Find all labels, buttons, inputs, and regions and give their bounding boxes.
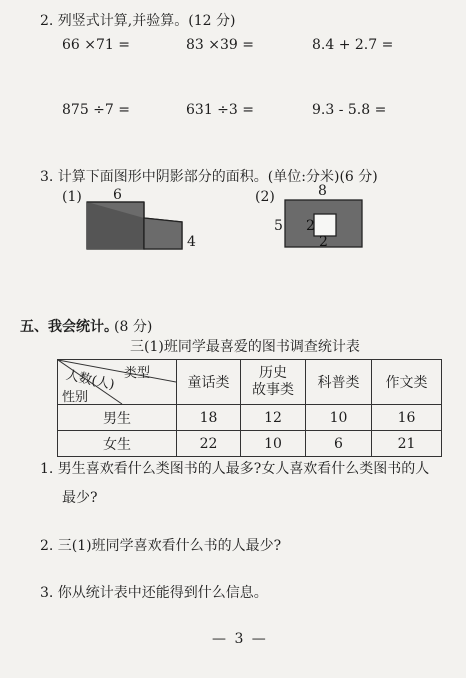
figure-1-top-dim: 6 bbox=[113, 187, 122, 203]
stat-question-3: 3. 你从统计表中还能得到什么信息。 bbox=[40, 585, 268, 601]
column-header-fairy-tale: 童话类 bbox=[177, 360, 241, 405]
q2-expr-2: 83 ×39 = bbox=[186, 37, 254, 53]
table-row bbox=[58, 431, 442, 457]
table-cell: 18 bbox=[177, 405, 241, 431]
table-cell: 21 bbox=[372, 431, 442, 457]
figure-2-label: (2) bbox=[255, 189, 275, 205]
header-gender-label: 性别 bbox=[62, 390, 89, 405]
q2-expr-4: 875 ÷7 = bbox=[62, 102, 130, 118]
column-header-history: 历史 故事类 bbox=[241, 360, 306, 405]
page-number: — 3 — bbox=[212, 631, 268, 647]
header-diagonal-cell bbox=[58, 360, 177, 405]
column-header-science: 科普类 bbox=[306, 360, 372, 405]
figure-1-label: (1) bbox=[62, 189, 82, 205]
stat-question-1-line-2: 最少? bbox=[62, 490, 98, 506]
figure-1-shape bbox=[82, 186, 212, 266]
table-cell: 22 bbox=[177, 431, 241, 457]
stat-question-2: 2. 三(1)班同学喜欢看什么书的人最少? bbox=[40, 538, 282, 554]
table-cell: 10 bbox=[241, 431, 306, 457]
q2-expr-3: 8.4 + 2.7 = bbox=[312, 37, 394, 53]
table-row bbox=[58, 405, 442, 431]
figure-2-inner-width: 2 bbox=[319, 234, 328, 250]
survey-table bbox=[57, 359, 442, 457]
table-cell: 16 bbox=[372, 405, 442, 431]
table-title: 三(1)班同学最喜爱的图书调查统计表 bbox=[130, 339, 360, 355]
header-type-label: 类型 bbox=[124, 366, 151, 381]
figure-2-inner-height: 2 bbox=[306, 218, 315, 234]
section-5-title: 五、我会统计。 bbox=[20, 319, 118, 335]
table-cell: 10 bbox=[306, 405, 372, 431]
q2-expr-5: 631 ÷3 = bbox=[186, 102, 254, 118]
section-5-score: (8 分) bbox=[114, 319, 153, 335]
figure-2-left-dim: 5 bbox=[274, 218, 283, 234]
stat-question-1-line-1: 1. 男生喜欢看什么类图书的人最多?女人喜欢看什么类图书的人 bbox=[40, 461, 430, 477]
q2-expr-6: 9.3 - 5.8 = bbox=[312, 102, 387, 118]
q3-title: 3. 计算下面图形中阴影部分的面积。(单位:分米)(6 分) bbox=[40, 169, 378, 185]
table-cell: 12 bbox=[241, 405, 306, 431]
figure-2-top-dim: 8 bbox=[318, 183, 327, 199]
figure-1-right-dim: 4 bbox=[187, 234, 196, 250]
q2-title: 2. 列竖式计算,并验算。(12 分) bbox=[40, 13, 236, 29]
column-header-composition: 作文类 bbox=[372, 360, 442, 405]
row-label-boys: 男生 bbox=[58, 405, 177, 431]
q2-expr-1: 66 ×71 = bbox=[62, 37, 130, 53]
row-label-girls: 女生 bbox=[58, 431, 177, 457]
table-cell: 6 bbox=[306, 431, 372, 457]
header-count-label: 人数(人) bbox=[64, 368, 116, 393]
